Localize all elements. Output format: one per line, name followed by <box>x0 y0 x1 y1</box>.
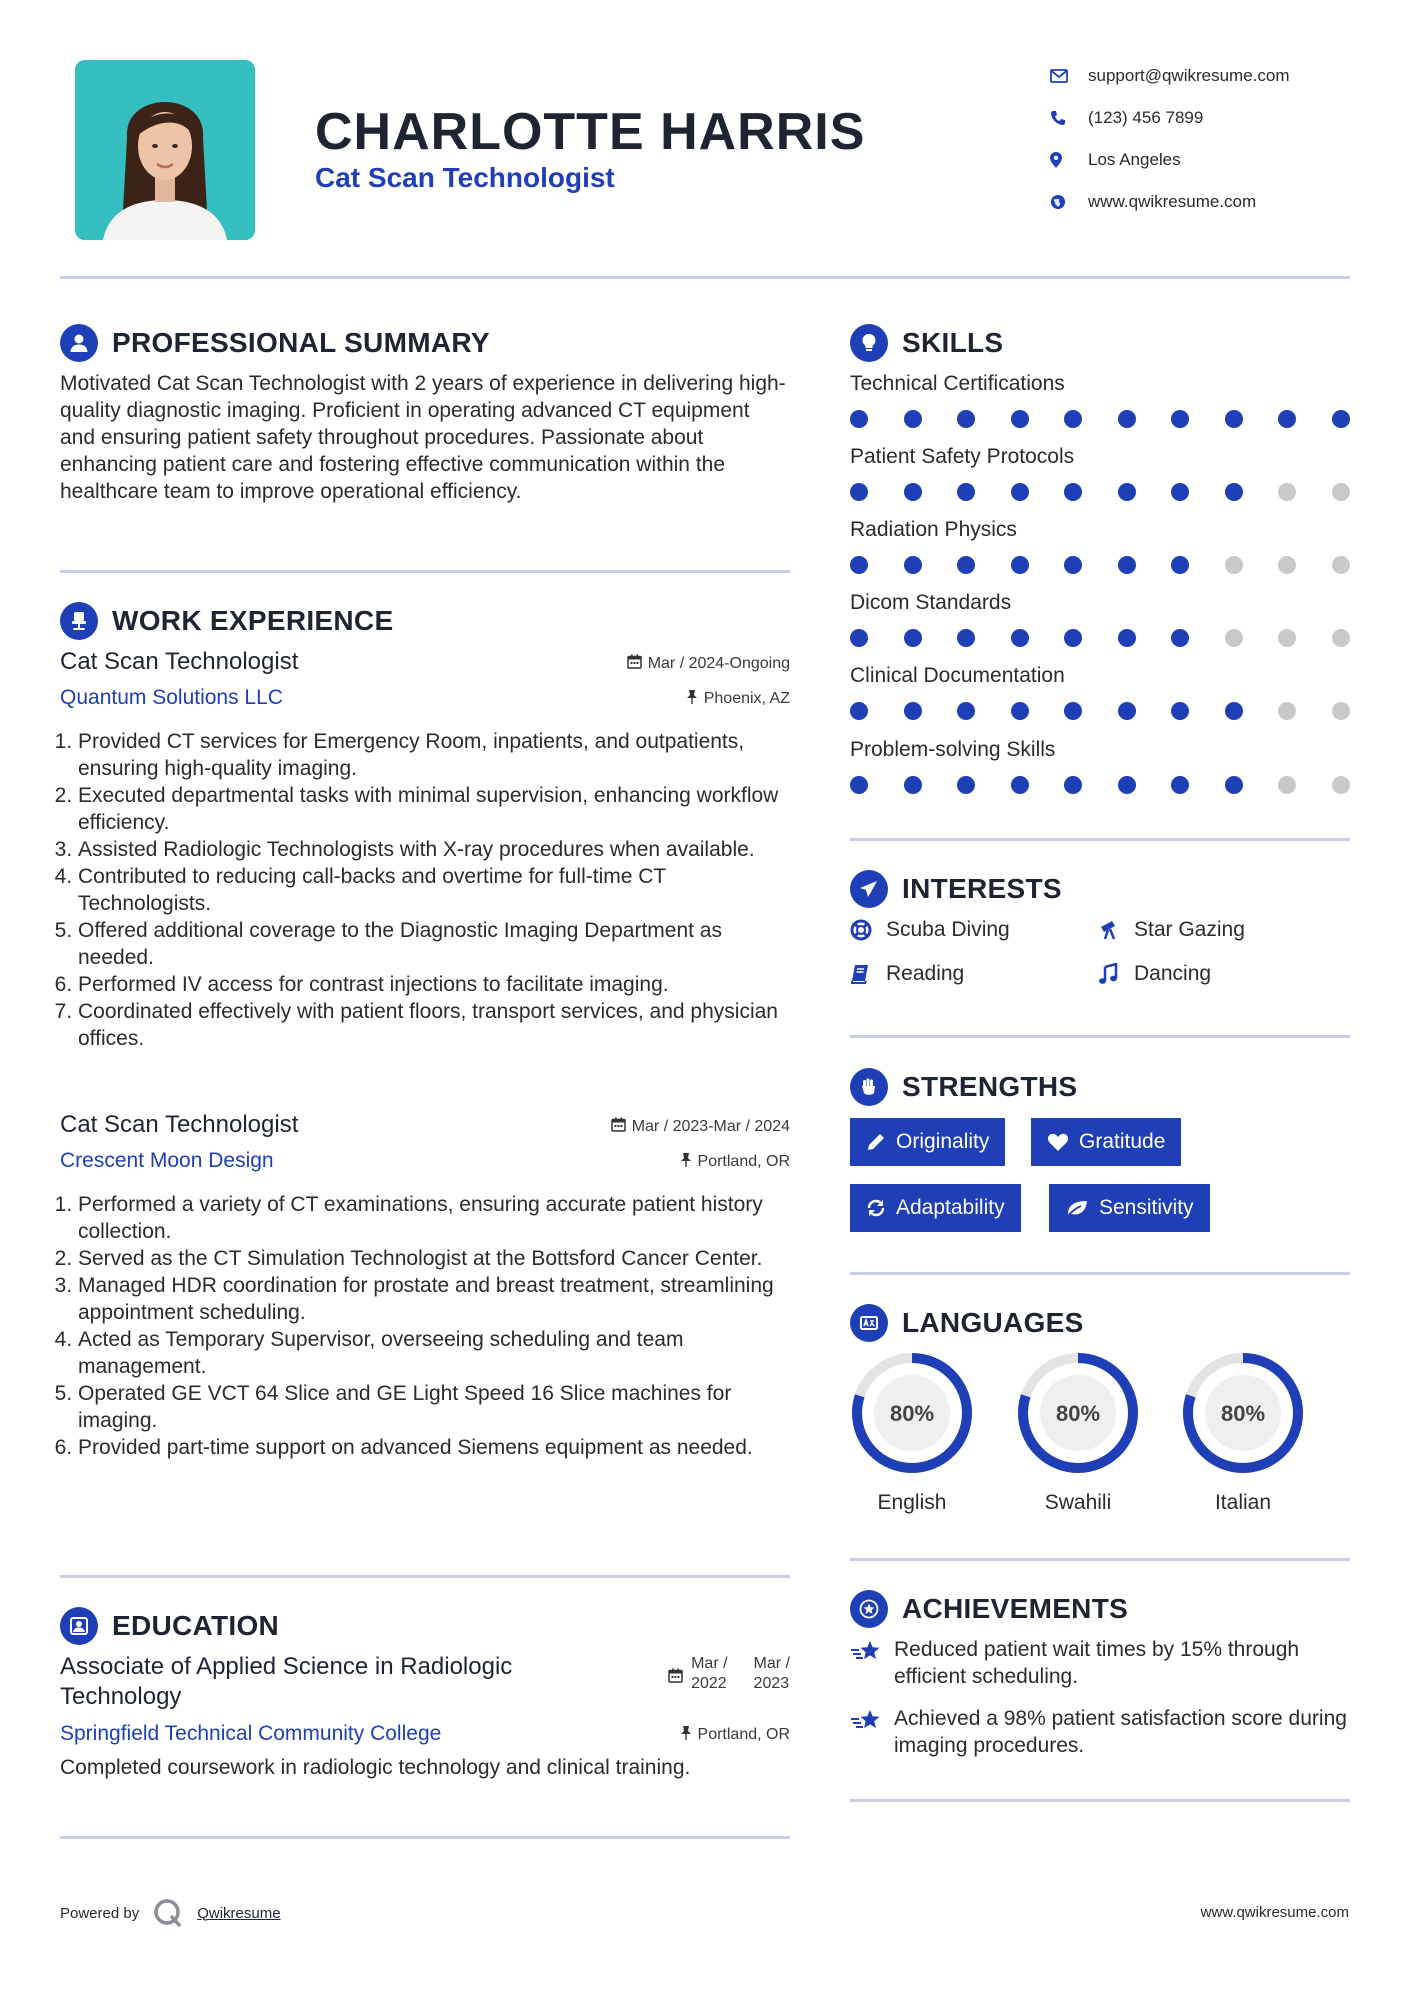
rating-dot-filled <box>957 629 975 647</box>
rating-dot-filled <box>904 702 922 720</box>
rating-dot-filled <box>957 776 975 794</box>
skill-name: Clinical Documentation <box>850 664 1065 687</box>
job-dates <box>627 654 790 674</box>
rating-dot-filled <box>1011 556 1029 574</box>
rating-dot-filled <box>1171 629 1189 647</box>
language-name: English <box>877 1491 947 1514</box>
rating-dot-filled <box>850 410 868 428</box>
languages-title: LANGUAGES <box>902 1307 1084 1338</box>
interest-item <box>1098 918 1245 942</box>
website-text[interactable]: www.qwikresume.com <box>1088 192 1257 211</box>
job-dates <box>611 1117 790 1137</box>
interests-header <box>850 870 1062 908</box>
job-company: Crescent Moon Design <box>60 1149 274 1172</box>
calendar-icon <box>611 1117 626 1137</box>
language-percent: 80% <box>1055 1401 1101 1426</box>
interest-label: Dancing <box>1134 962 1212 985</box>
rating-dot-filled <box>904 410 922 428</box>
phone-text: (123) 456 7899 <box>1088 108 1204 127</box>
rating-dot-empty <box>1332 556 1350 574</box>
rating-dot-empty <box>1332 776 1350 794</box>
heart-icon <box>1047 1132 1069 1152</box>
rating-dot-filled <box>1011 410 1029 428</box>
rating-dot-filled <box>1118 776 1136 794</box>
list-item: 6. Provided part-time support on advanced Siemens equipment as needed. <box>78 1434 790 1461</box>
interests-title: INTERESTS <box>902 873 1062 904</box>
list-item: 7. Coordinated effectively with patient floors, transport services, and physician offices. <box>78 998 790 1052</box>
strength-label: Sensitivity <box>1099 1196 1194 1219</box>
list-item: 4. Acted as Temporary Supervisor, overseeing scheduling and team management. <box>78 1326 790 1380</box>
summary-header <box>60 324 490 362</box>
map-pin-icon <box>1050 152 1088 168</box>
job-location <box>680 1152 790 1172</box>
language-item <box>1178 1350 1308 1515</box>
language-name: Italian <box>1214 1491 1272 1514</box>
degree-line: Associate of Applied Science in Radiologic <box>60 1653 513 1680</box>
rating-dot-filled <box>957 483 975 501</box>
school-name: Springfield Technical Community College <box>60 1722 442 1745</box>
contact-list <box>1050 55 1370 223</box>
job-entry <box>60 1111 790 1461</box>
interest-item <box>850 918 1010 942</box>
star-badge-icon <box>850 1590 888 1628</box>
shooting-star-icon <box>850 1636 894 1690</box>
strength-tag <box>1031 1118 1181 1166</box>
education-end-year: 2023 <box>753 1675 790 1692</box>
strength-label: Gratitude <box>1079 1130 1166 1153</box>
skill-name: Technical Certifications <box>850 372 1065 395</box>
language-percent: 80% <box>1220 1401 1266 1426</box>
rating-dot-filled <box>1011 702 1029 720</box>
rating-dot-filled <box>904 629 922 647</box>
rating-dot-filled <box>850 483 868 501</box>
rating-dot-empty <box>1225 629 1243 647</box>
header-divider <box>60 276 1350 279</box>
job-dates-text: Mar / 2024-Ongoing <box>647 655 790 672</box>
rating-dot-filled <box>1064 629 1082 647</box>
list-item: 2. Executed departmental tasks with minimal supervision, enhancing workflow efficiency. <box>78 782 790 836</box>
candidate-role: Cat Scan Technologist <box>315 162 615 193</box>
language-item <box>847 1350 977 1515</box>
strength-label: Adaptability <box>896 1196 1005 1219</box>
rating-dot-filled <box>904 556 922 574</box>
rating-dot-filled <box>1064 702 1082 720</box>
experience-title: WORK EXPERIENCE <box>112 605 394 636</box>
rating-dot-filled <box>1118 483 1136 501</box>
education-start-month: Mar / <box>691 1655 728 1672</box>
location-text: Los Angeles <box>1088 150 1181 169</box>
degree-title <box>60 1652 512 1712</box>
rating-dot-filled <box>1011 629 1029 647</box>
interest-label: Scuba Diving <box>886 918 1010 941</box>
graduate-icon <box>60 1607 98 1645</box>
skill-item <box>850 372 1350 428</box>
rating-dot-filled <box>1118 410 1136 428</box>
list-item: 6. Performed IV access for contrast injections to facilitate imaging. <box>78 971 790 998</box>
interest-item <box>850 962 964 986</box>
shooting-star-icon <box>850 1705 894 1759</box>
skill-rating <box>850 410 1350 428</box>
education-end <box>754 1654 790 1694</box>
summary-title: PROFESSIONAL SUMMARY <box>112 327 490 358</box>
rating-dot-filled <box>850 776 868 794</box>
rating-dot-filled <box>1064 556 1082 574</box>
summary-text: Motivated Cat Scan Technologist with 2 years of experience in delivering high-quality diagnostic imaging. Proficient in operating advanced CT equipment and ensuring patient safety throughout procedures. Passionate about enhancing patient care and fostering effective communication within the healthcare team to improve operational efficiency. <box>60 372 786 503</box>
profile-photo <box>75 60 255 240</box>
skills-header <box>850 324 1003 362</box>
rating-dot-empty <box>1278 776 1296 794</box>
achievement-text: Reduced patient wait times by 15% through efficient scheduling. <box>894 1638 1300 1688</box>
raised-fist-icon <box>850 1068 888 1106</box>
rating-dot-filled <box>1064 483 1082 501</box>
life-ring-icon <box>850 919 886 941</box>
languages-divider <box>850 1558 1350 1561</box>
contact-location <box>1050 139 1370 181</box>
language-ring <box>1015 1350 1141 1476</box>
music-note-icon <box>1098 963 1134 985</box>
rating-dot-filled <box>904 483 922 501</box>
rating-dot-filled <box>957 556 975 574</box>
languages-header <box>850 1304 1084 1342</box>
rating-dot-filled <box>957 702 975 720</box>
rating-dot-filled <box>1064 410 1082 428</box>
school-location <box>680 1725 790 1745</box>
rating-dot-filled <box>1278 410 1296 428</box>
email-text[interactable]: support@qwikresume.com <box>1088 66 1290 85</box>
skill-item <box>850 518 1350 574</box>
skills-divider <box>850 838 1350 841</box>
refresh-icon <box>866 1198 886 1218</box>
telescope-icon <box>1098 919 1134 941</box>
rating-dot-empty <box>1278 702 1296 720</box>
book-icon <box>850 963 886 985</box>
achievements-divider <box>850 1799 1350 1802</box>
education-entry <box>60 1652 790 1780</box>
language-ring <box>849 1350 975 1476</box>
experience-header <box>60 602 393 640</box>
job-location-text: Phoenix, AZ <box>703 690 790 707</box>
calendar-icon <box>668 1668 683 1689</box>
degree-line: Technology <box>60 1683 182 1710</box>
job-location-text: Portland, OR <box>697 1153 790 1170</box>
language-item <box>1013 1350 1143 1515</box>
rating-dot-filled <box>1171 776 1189 794</box>
skill-name: Dicom Standards <box>850 591 1012 614</box>
achievements-header <box>850 1590 1128 1628</box>
interests-divider <box>850 1035 1350 1038</box>
list-item: 5. Offered additional coverage to the Diagnostic Imaging Department as needed. <box>78 917 790 971</box>
job-dates-text: Mar / 2023-Mar / 2024 <box>631 1118 790 1135</box>
experience-divider <box>60 1575 790 1578</box>
qwikresume-link[interactable]: Qwikresume <box>197 1904 281 1922</box>
phone-icon <box>1050 110 1088 126</box>
strength-tag <box>850 1118 1005 1166</box>
rating-dot-empty <box>1332 629 1350 647</box>
interest-item <box>1098 962 1211 986</box>
leaf-icon <box>1065 1198 1089 1218</box>
pushpin-icon <box>680 1152 692 1172</box>
pushpin-icon <box>680 1725 692 1745</box>
rating-dot-filled <box>1011 483 1029 501</box>
job-location <box>686 689 790 709</box>
rating-dot-empty <box>1332 702 1350 720</box>
strength-label: Originality <box>896 1130 990 1153</box>
rating-dot-filled <box>1118 702 1136 720</box>
rating-dot-empty <box>1278 556 1296 574</box>
pushpin-icon <box>686 689 698 709</box>
pencil-icon <box>866 1132 886 1152</box>
education-start-year: 2022 <box>691 1675 727 1692</box>
achievement-item <box>850 1705 1350 1759</box>
qwikresume-logo-icon <box>153 1898 183 1928</box>
strengths-divider <box>850 1272 1350 1275</box>
list-item: 1. Performed a variety of CT examinations, ensuring accurate patient history collection. <box>78 1191 790 1245</box>
powered-by-text: Powered by <box>60 1904 140 1922</box>
language-percent: 80% <box>889 1401 935 1426</box>
job-title: Cat Scan Technologist <box>60 648 299 675</box>
rating-dot-filled <box>904 776 922 794</box>
language-ring <box>1180 1350 1306 1476</box>
rating-dot-filled <box>850 629 868 647</box>
rating-dot-filled <box>1225 702 1243 720</box>
summary-divider <box>60 570 790 573</box>
skill-item <box>850 445 1350 501</box>
list-item: 3. Managed HDR coordination for prostate and breast treatment, streamlining appointment scheduling. <box>78 1272 790 1326</box>
rating-dot-empty <box>1332 483 1350 501</box>
education-dates <box>668 1652 790 1712</box>
list-item: 5. Operated GE VCT 64 Slice and GE Light Speed 16 Slice machines for imaging. <box>78 1380 790 1434</box>
list-item: 2. Served as the CT Simulation Technologist at the Bottsford Cancer Center. <box>78 1245 790 1272</box>
rating-dot-filled <box>1118 556 1136 574</box>
rating-dot-empty <box>1278 629 1296 647</box>
skill-name: Radiation Physics <box>850 518 1017 541</box>
skill-name: Problem-solving Skills <box>850 738 1056 761</box>
contact-phone <box>1050 97 1370 139</box>
skill-rating <box>850 702 1350 720</box>
education-divider <box>60 1836 790 1839</box>
skills-title: SKILLS <box>902 327 1004 358</box>
education-end-month: Mar / <box>753 1655 790 1672</box>
rating-dot-filled <box>1011 776 1029 794</box>
education-title: EDUCATION <box>112 1610 280 1641</box>
skill-rating <box>850 629 1350 647</box>
achievement-item <box>850 1636 1350 1690</box>
education-start <box>691 1654 727 1694</box>
skill-name: Patient Safety Protocols <box>850 445 1075 468</box>
education-note: Completed coursework in radiologic technology and clinical training. <box>60 1756 691 1779</box>
skill-rating <box>850 483 1350 501</box>
rating-dot-filled <box>1171 483 1189 501</box>
achievements-title: ACHIEVEMENTS <box>902 1593 1129 1624</box>
rating-dot-empty <box>1278 483 1296 501</box>
skill-item <box>850 591 1350 647</box>
lightbulb-icon <box>850 324 888 362</box>
rating-dot-filled <box>1225 483 1243 501</box>
contact-email <box>1050 55 1370 97</box>
rating-dot-filled <box>1225 410 1243 428</box>
rating-dot-filled <box>1171 556 1189 574</box>
language-name: Swahili <box>1044 1491 1112 1514</box>
list-item: 1. Provided CT services for Emergency Room, inpatients, and outpatients, ensuring high-quality imaging. <box>78 728 790 782</box>
user-icon <box>60 324 98 362</box>
strengths-title: STRENGTHS <box>902 1071 1078 1102</box>
rating-dot-filled <box>850 556 868 574</box>
rating-dot-filled <box>957 410 975 428</box>
language-icon <box>850 1304 888 1342</box>
education-header <box>60 1607 279 1645</box>
strength-tag <box>850 1184 1021 1232</box>
envelope-icon <box>1050 69 1088 83</box>
list-item: 4. Contributed to reducing call-backs and overtime for full-time CT Technologists. <box>78 863 790 917</box>
strengths-header <box>850 1068 1077 1106</box>
job-entry <box>60 648 790 1052</box>
calendar-icon <box>627 654 642 674</box>
rating-dot-filled <box>1171 702 1189 720</box>
job-duties-list <box>60 728 790 1052</box>
rating-dot-empty <box>1225 556 1243 574</box>
paper-plane-icon <box>850 870 888 908</box>
job-company: Quantum Solutions LLC <box>60 686 283 709</box>
list-item: 3. Assisted Radiologic Technologists with X-ray procedures when available. <box>78 836 790 863</box>
interest-label: Star Gazing <box>1134 918 1245 941</box>
rating-dot-filled <box>1171 410 1189 428</box>
strength-tag <box>1049 1184 1210 1232</box>
footer-powered-by <box>60 1898 281 1928</box>
contact-website <box>1050 181 1370 223</box>
job-duties-list <box>60 1191 790 1461</box>
globe-icon <box>1050 194 1088 210</box>
rating-dot-filled <box>1064 776 1082 794</box>
footer-site[interactable]: www.qwikresume.com <box>1200 1904 1349 1921</box>
job-title: Cat Scan Technologist <box>60 1111 299 1138</box>
school-location-text: Portland, OR <box>697 1726 790 1743</box>
rating-dot-filled <box>1332 410 1350 428</box>
achievement-text: Achieved a 98% patient satisfaction score during imaging procedures. <box>894 1707 1347 1757</box>
skill-rating <box>850 556 1350 574</box>
rating-dot-filled <box>1118 629 1136 647</box>
skill-item <box>850 738 1350 794</box>
interest-label: Reading <box>886 962 965 985</box>
rating-dot-filled <box>850 702 868 720</box>
skill-item <box>850 664 1350 720</box>
chair-icon <box>60 602 98 640</box>
rating-dot-filled <box>1225 776 1243 794</box>
skill-rating <box>850 776 1350 794</box>
candidate-name: CHARLOTTE HARRIS <box>315 103 866 161</box>
